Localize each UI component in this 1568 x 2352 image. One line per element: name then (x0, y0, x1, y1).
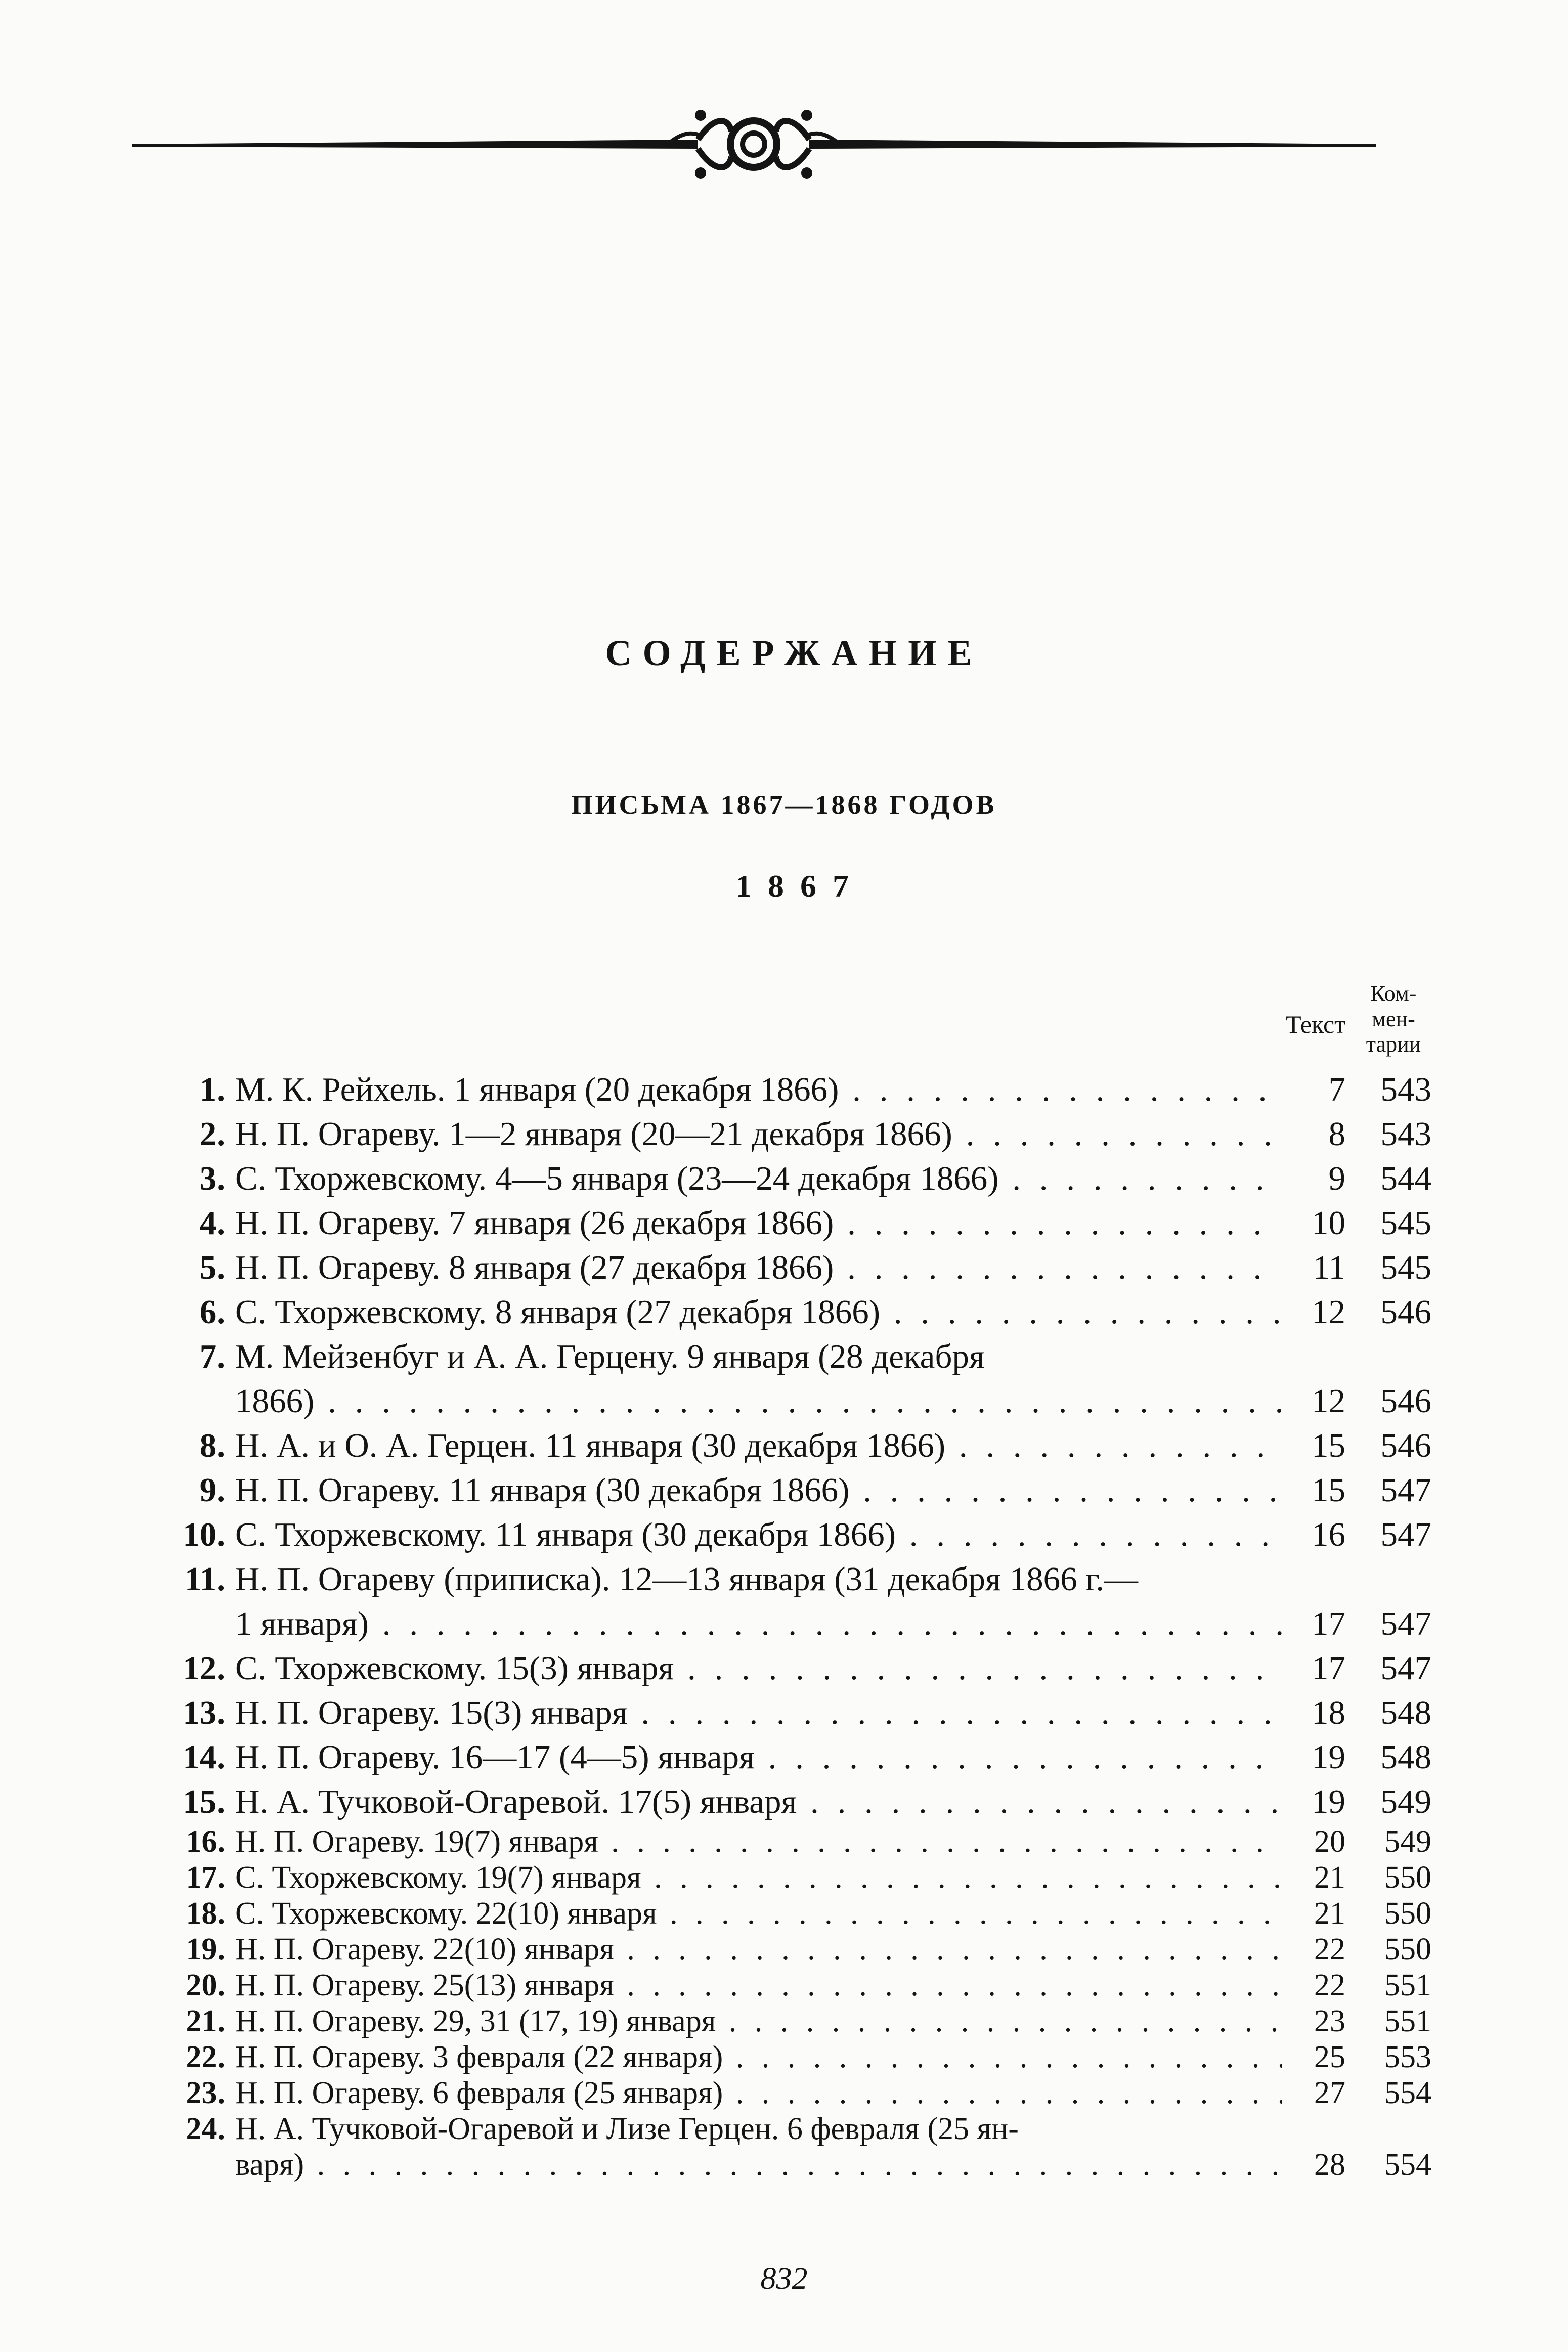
entry-number: 9. (199, 1471, 225, 1509)
entry-title: М. Мейзенбуг и А. А. Герцену. 9 января (28 декабря (235, 1338, 985, 1375)
entry-number: 12. (183, 1649, 225, 1687)
column-header-comments-line: Ком- (1370, 981, 1417, 1006)
comment-page: 550 (1384, 1860, 1431, 1895)
toc-entry[interactable] (0, 1112, 1568, 1156)
entry-number: 24. (186, 2112, 225, 2146)
comment-page: 551 (1384, 1968, 1431, 2002)
toc-entry[interactable] (0, 1896, 1568, 1932)
entry-title: С. Тхоржевскому. 4—5 января (23—24 декабря 1866) . . . (235, 1156, 1282, 1201)
toc-entry[interactable] (0, 1779, 1568, 1824)
comment-page: 546 (1380, 1293, 1431, 1331)
entry-title: Н. П. Огареву. 29, 31 (17, 19) января . . . (235, 2003, 1282, 2039)
comment-page: 547 (1380, 1471, 1431, 1509)
comment-page: 544 (1380, 1160, 1431, 1197)
comment-page: 549 (1380, 1783, 1431, 1820)
comment-page: 546 (1380, 1427, 1431, 1464)
entry-number: 1. (199, 1071, 225, 1108)
entry-number: 21. (186, 2004, 225, 2038)
text-page: 28 (1314, 2148, 1345, 2182)
text-page: 12 (1312, 1382, 1345, 1420)
comment-page: 543 (1380, 1115, 1431, 1153)
comment-page: 547 (1380, 1605, 1431, 1642)
comment-page: 551 (1384, 2004, 1431, 2038)
toc-entry[interactable] (0, 1512, 1568, 1557)
toc-entry[interactable] (0, 1646, 1568, 1690)
entry-title: Н. П. Огареву. 7 января (26 декабря 1866) . . . (235, 1201, 1282, 1245)
entry-title: С. Тхоржевскому. 15(3) января . . . (235, 1646, 1282, 1690)
entry-number: 15. (183, 1783, 225, 1820)
entry-title: Н. П. Огареву. 8 января (27 декабря 1866) . . . (235, 1245, 1282, 1290)
entry-number: 19. (186, 1932, 225, 1967)
entry-title: Н. П. Огареву. 16—17 (4—5) января . . . (235, 1735, 1282, 1779)
entry-number: 11. (184, 1560, 225, 1598)
text-page: 17 (1312, 1649, 1345, 1687)
entry-number: 17. (186, 1860, 225, 1895)
entry-title: Н. П. Огареву. 25(13) января . . . (235, 1968, 1282, 2003)
comment-page: 547 (1380, 1516, 1431, 1553)
toc-entry[interactable] (0, 1557, 1568, 1646)
text-page: 15 (1312, 1427, 1345, 1464)
text-page: 27 (1314, 2076, 1345, 2110)
entry-title: Н. А. Тучковой-Огаревой и Лизе Герцен. 6 февраля (25 ян- (235, 2112, 1019, 2146)
toc-entry[interactable] (0, 1423, 1568, 1468)
entry-number: 8. (199, 1427, 225, 1464)
page-number: 832 (760, 2261, 808, 2296)
entry-title: Н. П. Огареву. 6 февраля (25 января) . . . (235, 2075, 1282, 2111)
comment-page: 543 (1380, 1071, 1431, 1108)
entry-number: 5. (199, 1249, 225, 1286)
section-heading: ПИСЬМА 1867—1868 ГОДОВ (571, 790, 997, 820)
entry-number: 16. (186, 1824, 225, 1859)
entry-title: М. К. Рейхель. 1 января (20 декабря 1866) . . . (235, 1067, 1282, 1112)
entry-number: 14. (183, 1738, 225, 1776)
entry-number: 20. (186, 1968, 225, 2002)
entry-number: 10. (183, 1516, 225, 1553)
comment-page: 545 (1380, 1249, 1431, 1286)
decorative-ornament (126, 96, 1381, 197)
text-page: 10 (1312, 1204, 1345, 1242)
text-page: 8 (1328, 1115, 1345, 1153)
text-page: 22 (1314, 1932, 1345, 1967)
entry-number: 2. (199, 1115, 225, 1153)
toc-entries (0, 1067, 1568, 2183)
comment-page: 546 (1380, 1382, 1431, 1420)
entry-title: С. Тхоржевскому. 11 января (30 декабря 1866) . . . (235, 1512, 1282, 1557)
entry-title: Н. А. и О. А. Герцен. 11 января (30 декабря 1866) . . . (235, 1423, 1282, 1468)
toc-entry[interactable] (0, 1735, 1568, 1779)
comment-page: 550 (1384, 1896, 1431, 1931)
text-page: 23 (1314, 2004, 1345, 2038)
year-heading: 1867 (735, 868, 865, 904)
entry-number: 22. (186, 2040, 225, 2074)
text-page: 21 (1314, 1860, 1345, 1895)
toc-entry[interactable] (0, 1860, 1568, 1896)
entry-title: С. Тхоржевскому. 22(10) января . . . (235, 1896, 1282, 1932)
text-page: 25 (1314, 2040, 1345, 2074)
entry-number: 13. (183, 1694, 225, 1731)
toc-entry[interactable] (0, 1290, 1568, 1334)
comment-page: 545 (1380, 1204, 1431, 1242)
entry-title: С. Тхоржевскому. 8 января (27 декабря 1866) . . . (235, 1290, 1282, 1334)
toc-entry[interactable] (0, 2039, 1568, 2075)
column-header-comments-line: мен- (1372, 1007, 1415, 1031)
toc-entry[interactable] (0, 1245, 1568, 1290)
entry-title-continuation: 1866) . . . (235, 1379, 1282, 1423)
toc-entry[interactable] (0, 2075, 1568, 2111)
entry-title: Н. П. Огареву. 1—2 января (20—21 декабря 1866) . . . (235, 1112, 1282, 1156)
comment-page: 548 (1380, 1738, 1431, 1776)
entry-title-continuation: 1 января) . . . (235, 1601, 1282, 1646)
entry-number: 4. (199, 1204, 225, 1242)
text-page: 18 (1312, 1694, 1345, 1731)
text-page: 11 (1313, 1249, 1345, 1286)
text-page: 12 (1312, 1293, 1345, 1331)
entry-title-continuation: варя) . . . (235, 2147, 1282, 2183)
toc-entry[interactable] (0, 2003, 1568, 2039)
entry-number: 23. (186, 2076, 225, 2110)
text-page: 22 (1314, 1968, 1345, 2002)
text-page: 9 (1328, 1160, 1345, 1197)
entry-number: 6. (199, 1293, 225, 1331)
entry-title: Н. П. Огареву. 3 февраля (22 января) . . . (235, 2039, 1282, 2075)
text-page: 15 (1312, 1471, 1345, 1509)
text-page: 19 (1312, 1783, 1345, 1820)
toc-entry[interactable] (0, 1067, 1568, 1112)
entry-title: Н. П. Огареву. 19(7) января . . . (235, 1824, 1282, 1860)
toc-entry[interactable] (0, 1968, 1568, 2003)
toc-entry[interactable] (0, 1156, 1568, 1201)
entry-number: 7. (199, 1338, 225, 1375)
toc-entry[interactable] (0, 1690, 1568, 1735)
toc-entry[interactable] (0, 1334, 1568, 1423)
toc-entry[interactable] (0, 1932, 1568, 1968)
entry-number: 18. (186, 1896, 225, 1931)
entry-title: Н. А. Тучковой-Огаревой. 17(5) января . . . (235, 1779, 1282, 1824)
entry-title: Н. П. Огареву. 11 января (30 декабря 1866) . . . (235, 1468, 1282, 1512)
comment-page: 553 (1384, 2040, 1431, 2074)
column-header-comments (1348, 981, 1439, 1057)
entry-number: 3. (199, 1160, 225, 1197)
entry-title: Н. П. Огареву. 15(3) января . . . (235, 1690, 1282, 1735)
comment-page: 548 (1380, 1694, 1431, 1731)
comment-page: 547 (1380, 1649, 1431, 1687)
toc-entry[interactable] (0, 2111, 1568, 2183)
entry-title: Н. П. Огареву (приписка). 12—13 января (31 декабря 1866 г.— (235, 1560, 1138, 1598)
toc-entry[interactable] (0, 1201, 1568, 1245)
comment-page: 549 (1384, 1824, 1431, 1859)
comment-page: 554 (1384, 2076, 1431, 2110)
comment-page: 554 (1384, 2148, 1431, 2182)
text-page: 7 (1328, 1071, 1345, 1108)
comment-page: 550 (1384, 1932, 1431, 1967)
text-page: 21 (1314, 1896, 1345, 1931)
toc-entry[interactable] (0, 1468, 1568, 1512)
page-title: СОДЕРЖАНИЕ (605, 633, 983, 673)
text-page: 16 (1312, 1516, 1345, 1553)
column-header-text: Текст (1286, 1010, 1345, 1038)
column-header-comments-line: тарии (1366, 1032, 1421, 1057)
entry-title: С. Тхоржевскому. 19(7) января . . . (235, 1860, 1282, 1896)
text-page: 17 (1312, 1605, 1345, 1642)
entry-title: Н. П. Огареву. 22(10) января . . . (235, 1932, 1282, 1968)
toc-entry[interactable] (0, 1824, 1568, 1860)
text-page: 20 (1314, 1824, 1345, 1859)
text-page: 19 (1312, 1738, 1345, 1776)
